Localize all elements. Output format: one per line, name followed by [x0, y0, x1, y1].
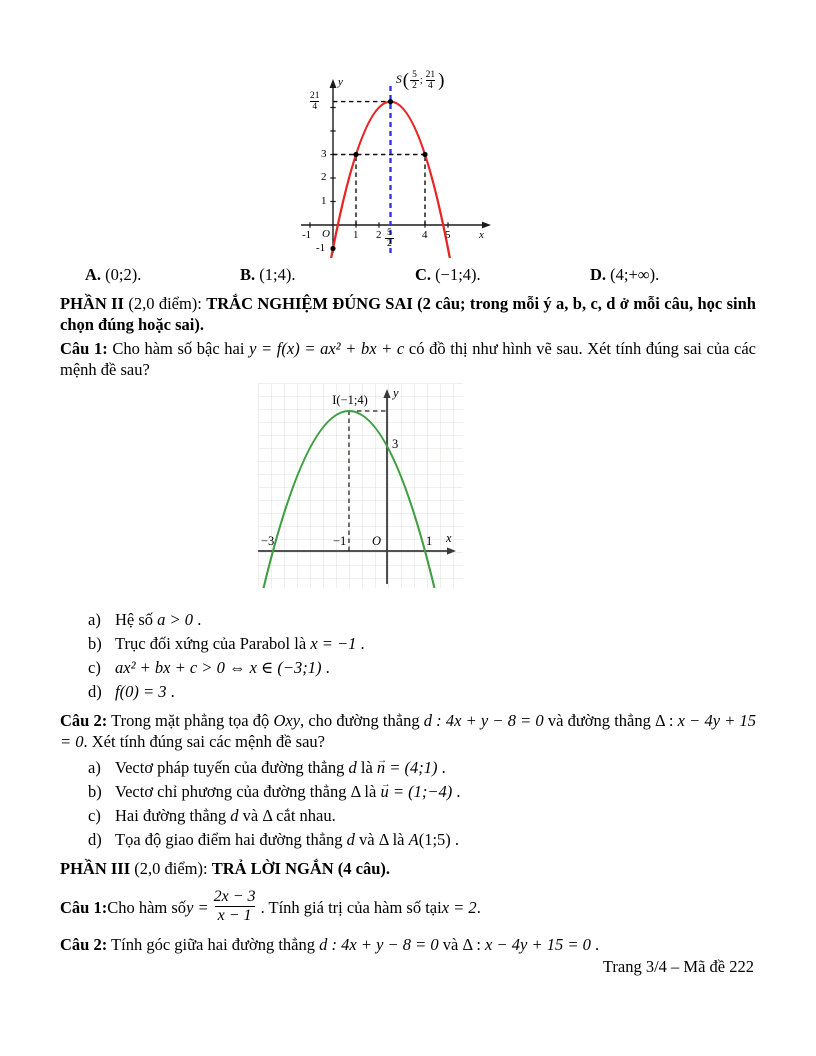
- text-segment: y = f(x) = ax² + bx + c: [249, 339, 405, 358]
- g2-vertex-label: I(−1;4): [332, 393, 368, 407]
- option-value: (0;2).: [105, 265, 142, 284]
- text-segment: Δ :: [655, 711, 678, 730]
- text-segment: d: [346, 830, 355, 849]
- g1-ytick-minus1: -1: [316, 242, 326, 254]
- item-text: [115, 632, 756, 655]
- text-segment: PHẦN II: [60, 294, 129, 313]
- statement-item: [88, 680, 756, 703]
- figure-green-parabola: [258, 383, 463, 588]
- text-segment: d: [230, 806, 239, 825]
- g2-x-axis-label: x: [446, 531, 452, 545]
- page-footer: Trang 3/4 – Mã đề 222: [602, 957, 754, 976]
- text-segment: Tọa độ giao điểm hai đường thẳng: [115, 830, 347, 849]
- item-label: d): [88, 830, 102, 849]
- g1-xtick-5-halves: [385, 228, 394, 250]
- option-value: (1;4).: [259, 265, 296, 284]
- g1-ytick-1: 1: [321, 195, 327, 207]
- text-segment: x − 4y + 15 = 0: [485, 935, 591, 954]
- option-a: [85, 264, 141, 285]
- text-segment: .: [450, 830, 460, 849]
- frac-denominator: 4: [427, 81, 433, 92]
- part2-question2-statements: [88, 756, 756, 851]
- part3-heading: [60, 858, 756, 879]
- text-segment: Câu 2:: [60, 711, 108, 730]
- statement-item: [88, 608, 756, 631]
- g1-x-axis-label: x: [479, 229, 484, 241]
- text-segment: y =: [186, 897, 209, 917]
- open-paren: (: [402, 70, 410, 92]
- g1-ytick-21-fourths: [308, 91, 322, 113]
- text-segment: Hai đường thẳng: [115, 806, 231, 825]
- text-segment: và Δ là: [354, 830, 409, 849]
- text-segment: Câu 1:: [60, 339, 108, 358]
- separator: ;: [419, 74, 423, 86]
- answer-options-row: [60, 264, 756, 288]
- close-paren: ): [438, 70, 445, 92]
- text-segment: .: [476, 897, 481, 917]
- item-text: [115, 756, 756, 779]
- part2-question2-text: [60, 710, 756, 752]
- g2-origin-label: O: [372, 534, 382, 548]
- text-segment: f(0) = 3: [115, 682, 167, 701]
- item-label: c): [88, 658, 101, 677]
- statement-item: [88, 632, 756, 655]
- axis-ticks: [310, 108, 448, 228]
- green-parabola-canvas: [258, 383, 463, 588]
- text-segment: (2,0 điểm):: [128, 294, 207, 313]
- option-b: [240, 264, 295, 285]
- text-segment: .: [356, 634, 365, 653]
- text-segment: và: [438, 935, 463, 954]
- item-text: [115, 656, 756, 679]
- text-segment: và đường thẳng: [543, 711, 656, 730]
- g1-xtick-4: 4: [422, 229, 428, 241]
- g1-ytick-2: 2: [321, 171, 327, 183]
- text-segment: Vectơ chỉ phương của đường thẳng Δ là: [115, 782, 381, 801]
- item-label: d): [88, 682, 102, 701]
- item-label: a): [88, 610, 101, 629]
- text-segment: TRẮC NGHIỆM ĐÚNG SAI (2 câu; trong mỗi ý a, b, c, d ở mỗi câu, học sinh chọn đúng hoặc sai).: [60, 294, 756, 334]
- point-4-3: [422, 152, 427, 157]
- option-letter: A.: [85, 265, 102, 284]
- item-label: c): [88, 806, 101, 825]
- frac-denominator: x − 1: [215, 906, 255, 925]
- part3-question2-text: [60, 934, 756, 955]
- statement-item: [88, 804, 756, 827]
- text-segment: Δ :: [462, 935, 486, 954]
- text-segment: .: [321, 658, 330, 677]
- text-segment: x = 2: [441, 897, 477, 917]
- g1-ytick-3: 3: [321, 148, 327, 160]
- statement-item: [88, 656, 756, 679]
- text-segment: u →: [380, 780, 388, 803]
- text-segment: PHẦN III: [60, 859, 135, 878]
- option-value: (4;+∞).: [610, 265, 660, 284]
- text-segment: .: [166, 682, 175, 701]
- option-d: [590, 264, 659, 285]
- text-segment: x − 4y + 15 = 0: [60, 711, 757, 751]
- text-segment: có đồ thị như hình vẽ sau. Xét tính đúng sai của các mệnh đề sau?: [60, 339, 756, 379]
- part2-question1-statements: [88, 608, 756, 703]
- figure-red-parabola: [293, 70, 523, 258]
- text-segment: .: [437, 758, 446, 777]
- frac-denominator: 2: [387, 239, 392, 250]
- item-text: [115, 828, 756, 851]
- g1-xtick-minus1: -1: [302, 229, 312, 241]
- text-segment: .: [193, 610, 202, 629]
- y-axis-arrow: [330, 79, 337, 88]
- option-value: (−1;4).: [435, 265, 481, 284]
- g1-origin-label: O: [322, 228, 330, 240]
- inline-fraction: [211, 888, 259, 925]
- option-c: [415, 264, 481, 285]
- point-0-minus1: [330, 246, 335, 251]
- text-segment: . Tính giá trị của hàm số tại: [260, 897, 442, 917]
- part2-question1-text: [60, 338, 756, 380]
- text-segment: Trong mặt phẳng tọa độ: [107, 711, 274, 730]
- g1-xtick-2: 2: [376, 229, 382, 241]
- text-segment: , cho đường thẳng: [300, 711, 424, 730]
- g1-xtick-1: 1: [353, 229, 359, 241]
- item-text: [115, 780, 756, 803]
- text-segment: Câu 2:: [60, 935, 108, 954]
- statement-item: [88, 780, 756, 803]
- x-axis-arrow: [482, 222, 491, 229]
- text-segment: là: [356, 758, 377, 777]
- text-segment: ax² + bx + c > 0 ⇔ x ∈ (−3;1): [115, 658, 322, 677]
- text-segment: = (4;1): [385, 758, 438, 777]
- item-text: [115, 804, 756, 827]
- frac-numerator: 5: [412, 70, 417, 80]
- text-segment: Oxy: [273, 711, 301, 730]
- text-segment: (2,0 điểm):: [134, 859, 212, 878]
- text-segment: d: [348, 758, 357, 777]
- option-letter: B.: [240, 265, 256, 284]
- g1-xtick-5: 5: [445, 229, 451, 241]
- option-letter: D.: [590, 265, 607, 284]
- text-segment: d : 4x + y − 8 = 0: [423, 711, 544, 730]
- text-segment: n →: [377, 756, 385, 779]
- g2-ytick-3: 3: [392, 437, 399, 451]
- vertex-frac-x: [410, 70, 419, 92]
- text-segment: Trục đối xứng của Parabol là: [115, 634, 311, 653]
- frac-numerator: 5: [387, 228, 392, 238]
- part2-heading: [60, 293, 756, 335]
- frac-numerator: 21: [425, 70, 436, 80]
- page-content: [0, 70, 816, 955]
- g2-xtick-1: 1: [426, 534, 433, 548]
- frac-denominator: 4: [312, 102, 318, 113]
- frac-denominator: 2: [412, 81, 417, 92]
- item-label: b): [88, 634, 102, 653]
- text-segment: Vectơ pháp tuyến của đường thẳng: [115, 758, 349, 777]
- frac-numerator: 2x − 3: [213, 887, 256, 905]
- point-1-3: [353, 152, 358, 157]
- statement-item: [88, 756, 756, 779]
- vertex-frac-y: [424, 70, 438, 92]
- text-segment: .: [452, 782, 461, 801]
- text-segment: a > 0: [157, 610, 194, 629]
- text-segment: Cho hàm số bậc hai: [107, 339, 250, 358]
- text-segment: Tính góc giữa hai đường thẳng: [107, 935, 320, 954]
- text-segment: A: [408, 830, 419, 849]
- g1-vertex-label: [396, 70, 445, 92]
- g2-xtick-minus3: −3: [261, 534, 275, 548]
- frac-numerator: 21: [310, 91, 320, 101]
- text-segment: d : 4x + y − 8 = 0: [319, 935, 439, 954]
- item-label: b): [88, 782, 102, 801]
- g2-xtick-minus1: −1: [333, 534, 347, 548]
- option-letter: C.: [415, 265, 432, 284]
- g2-y-axis-label: y: [393, 386, 399, 400]
- text-segment: và Δ cắt nhau.: [238, 806, 336, 825]
- vertex-point: [388, 99, 393, 104]
- item-text: [115, 608, 756, 631]
- text-segment: .: [590, 935, 600, 954]
- item-label: a): [88, 758, 101, 777]
- statement-item: [88, 828, 756, 851]
- text-segment: Câu 1:: [60, 897, 108, 917]
- text-segment: . Xét tính đúng sai các mệnh đề sau?: [83, 732, 325, 751]
- text-segment: (1;5): [418, 830, 451, 849]
- text-segment: = (1;−4): [388, 782, 453, 801]
- item-text: [115, 680, 756, 703]
- vertex-label-letter: S: [396, 74, 402, 87]
- text-segment: Hệ số: [115, 610, 158, 629]
- text-segment: x = −1: [310, 634, 357, 653]
- part3-question1-text: [60, 884, 756, 930]
- g1-y-axis-label: y: [338, 76, 343, 88]
- text-segment: Cho hàm số: [107, 897, 187, 917]
- text-segment: TRẢ LỜI NGẮN (4 câu).: [211, 859, 391, 878]
